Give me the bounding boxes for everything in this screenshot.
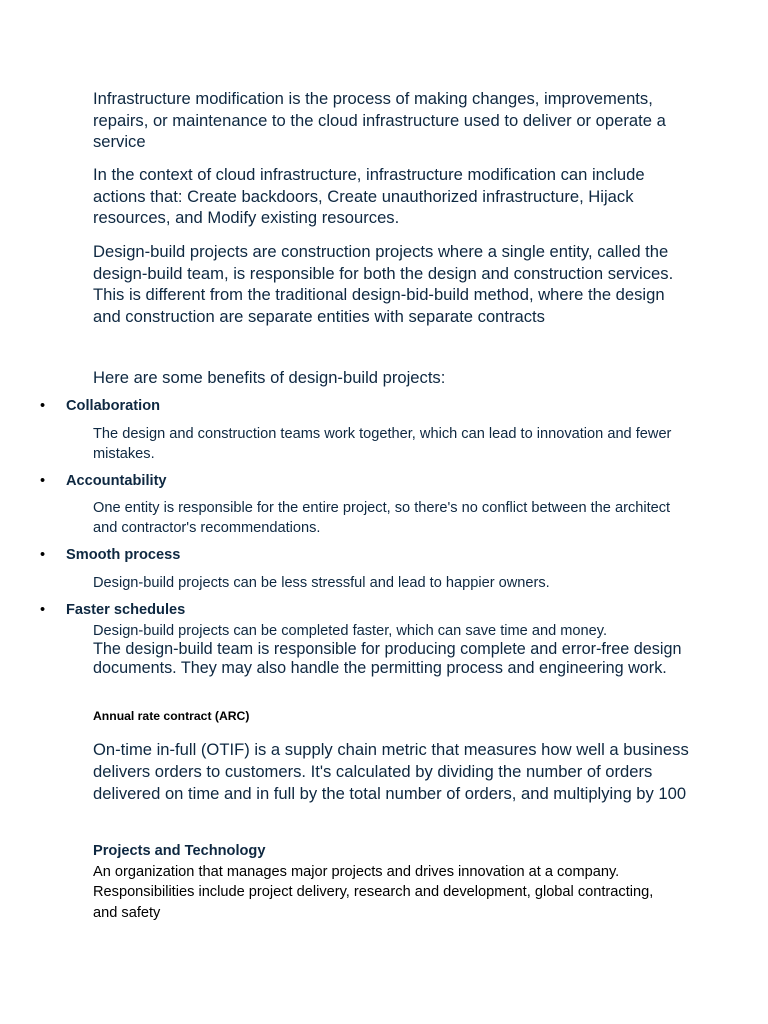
otif-paragraph: On-time in-full (OTIF) is a supply chain metric that measures how well a business delivers orders to customers. It's calculated by dividing the number of orders delivered on time and in full by the total number of orders, and multiplying by 100 [93,740,689,803]
bullet-marker: • [40,473,46,489]
benefit-title: Accountability [66,473,167,489]
projects-technology-paragraph: An organization that manages major projects and drives innovation at a company. Responsibilities include project delivery, research and development, global contracting, and safety [93,864,654,921]
design-build-definition-paragraph: Design-build projects are construction projects where a single entity, called the design-build team, is responsible for both the design and construction services. This is different from the traditional design-bid-build method, where the design and construction are separate entities with separate contracts [93,242,674,326]
benefit-heading-smooth-process [40,546,180,564]
benefit-title: Collaboration [66,398,161,414]
arc-heading: Annual rate contract (ARC) [93,709,250,723]
benefit-title: Faster schedules [66,602,186,618]
benefit-heading-collaboration [40,397,160,415]
bullet-marker: • [40,398,46,414]
bullet-marker: • [40,602,46,618]
benefit-text-collaboration: The design and construction teams work together, which can lead to innovation and fewer mistakes. [93,426,672,462]
benefit-heading-accountability [40,472,167,490]
design-build-team-paragraph: The design-build team is responsible for producing complete and error-free design documents. They may also handle the permitting process and engineering work. [93,640,682,678]
benefit-text-smooth-process: Design-build projects can be less stressful and lead to happier owners. [93,575,550,591]
cloud-context-paragraph: In the context of cloud infrastructure, infrastructure modification can include actions that: Create backdoors, Create unauthorized infrastructure, Hijack resources, and Modify existing resources. [93,165,645,228]
benefit-title: Smooth process [66,547,181,563]
benefit-text-accountability: One entity is responsible for the entire project, so there's no conflict between the architect and contractor's recommendations. [93,500,671,536]
benefit-heading-faster-schedules [40,601,185,619]
projects-technology-heading: Projects and Technology [93,843,266,859]
bullet-marker: • [40,547,46,563]
benefits-intro-paragraph: Here are some benefits of design-build projects: [93,368,446,387]
infrastructure-modification-paragraph: Infrastructure modification is the process of making changes, improvements, repairs, or maintenance to the cloud infrastructure used to deliver or operate a service [93,89,666,152]
benefit-text-faster-schedules: Design-build projects can be completed faster, which can save time and money. [93,623,608,639]
